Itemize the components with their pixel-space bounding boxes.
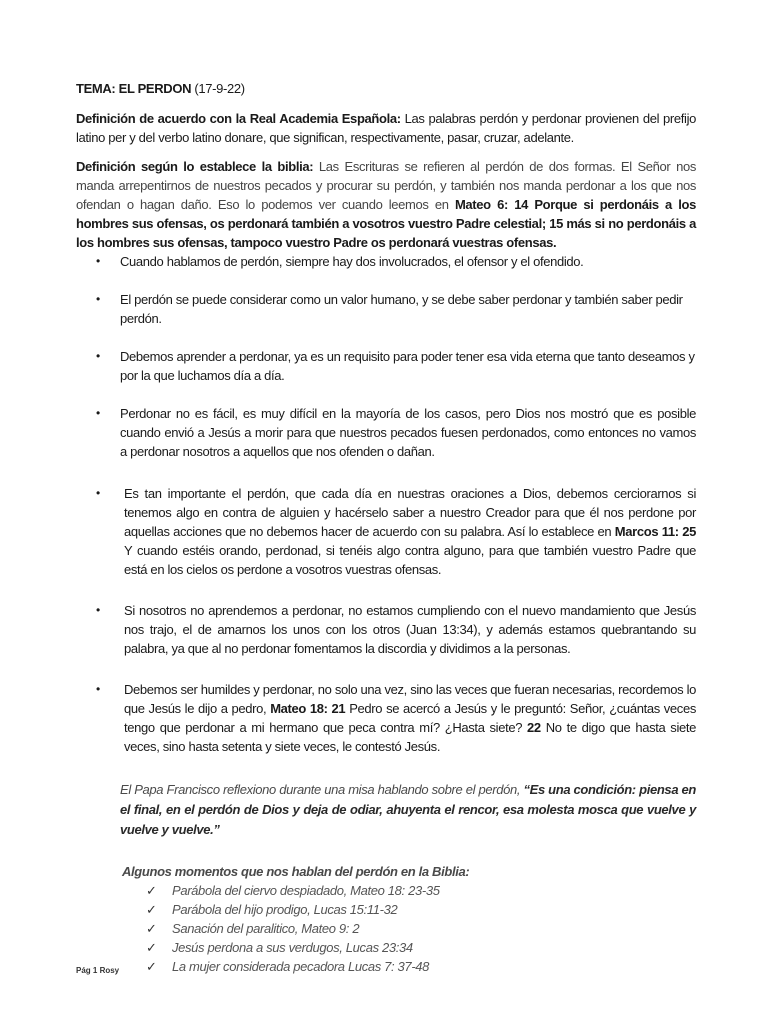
- moment-text: Sanación del paralitico, Mateo 9: 2: [172, 921, 360, 936]
- title-label: TEMA: EL PERDON: [76, 81, 192, 96]
- bullet-text: Cuando hablamos de perdón, siempre hay dos involucrados, el ofensor y el ofendido.: [120, 254, 584, 269]
- bullet-text: Si nosotros no aprendemos a perdonar, no estamos cumpliendo con el nuevo mandamiento que Jesús nos trajo, el de amarnos los unos con los otros (Juan 13:34), y además estamos quebrantando su palabra, ya que al no perdonar fomentamos la discordia y dividimos a la personas.: [124, 603, 696, 656]
- definition-bible-text-3: más si no perdonáis a los hombres sus ofensas, tampoco vuestro Padre os perdonará vuestras ofensas.: [76, 216, 696, 250]
- moment-item: [76, 900, 696, 919]
- quote-text: “Es una condición: piensa en el final, en el perdón de Dios y deja de odiar, ahuyenta el rencor, esa molesta mosca que vuelve y vuelve y vuelve.”: [120, 782, 697, 837]
- definition-bible-ref-2: 15: [549, 216, 563, 231]
- definition-bible-ref: Mateo 6: 14: [454, 197, 529, 212]
- bullet-ref-2: 22: [527, 720, 541, 735]
- moments-heading: Algunos momentos que nos hablan del perdón en la Biblia:: [122, 864, 470, 879]
- page-footer: Pág 1 Rosy: [76, 966, 120, 975]
- bullet-text-1: Debemos ser humildes y perdonar, no solo una vez, sino las veces que fueran necesarias, recordemos lo que Jesús le dijo a pedro,: [124, 682, 696, 716]
- moment-item: [76, 919, 696, 938]
- bullet-item: [76, 252, 696, 271]
- moment-text: Jesús perdona a sus verdugos, Lucas 23:34: [172, 940, 413, 955]
- bullet-text-1: Es tan importante el perdón, que cada día en nuestras oraciones a Dios, debemos cerciorarnos si tenemos algo en contra de alguien y hacérselo saber a nuestro Creador para que él nos perdone por aquellas acciones que no debemos hacer de acuerdo con su palabra. Así lo establece en: [124, 486, 696, 539]
- check-icon: ✓: [146, 883, 157, 898]
- moment-item: [76, 938, 696, 957]
- bullet-item: [76, 484, 696, 579]
- check-icon: ✓: [146, 940, 157, 955]
- document-body: [76, 79, 696, 976]
- definition-bible: [76, 157, 696, 252]
- bullet-item: [76, 347, 696, 385]
- bullet-item: [76, 601, 696, 658]
- moment-item: [76, 881, 696, 900]
- bullet-item: [76, 680, 696, 756]
- bullet-text-2: Pedro se acercó a Jesús y le preguntó: Señor, ¿cuántas veces tengo que perdonar a mi hermano que peca contra mí? ¿Hasta siete?: [124, 701, 696, 735]
- bullet-ref: Marcos 11: 25: [614, 524, 696, 539]
- definition-rae: [76, 109, 696, 147]
- check-icon: ✓: [146, 902, 157, 917]
- bullet-text-2: Y cuando estéis orando, perdonad, si tenéis algo contra alguno, para que también vuestro Padre que está en los cielos os perdone a vosotros vuestras ofensas.: [124, 543, 696, 577]
- bullet-text: Perdonar no es fácil, es muy difícil en la mayoría de los casos, pero Dios nos mostró que es posible cuando envió a Jesús a morir para que nuestros pecados fuesen perdonados, como entonces no vamos a perdonar nosotros a aquellos que nos ofenden o dañan.: [120, 406, 696, 459]
- definition-bible-text-2: Porque si perdonáis a los hombres sus ofensas, os perdonará también a vosotros vuestro Padre celestial;: [76, 197, 696, 231]
- bullet-item: [76, 290, 696, 328]
- moment-text: Parábola del hijo prodigo, Lucas 15:11-32: [172, 902, 398, 917]
- bullet-text: Debemos aprender a perdonar, ya es un requisito para poder tener esa vida eterna que tanto deseamos y por la que luchamos día a día.: [120, 349, 695, 383]
- definition-rae-text: Las palabras perdón y perdonar provienen del prefijo latino per y del verbo latino donare, que significan, respectivamente, pasar, cruzar, adelante.: [76, 111, 696, 145]
- definition-rae-label: Definición de acuerdo con la Real Academia Española:: [76, 111, 401, 126]
- bullet-text: El perdón se puede considerar como un valor humano, y se debe saber perdonar y también saber pedir perdón.: [120, 292, 683, 326]
- pope-quote: [120, 780, 696, 840]
- quote-intro: El Papa Francisco reflexiono durante una misa hablando sobre el perdón,: [120, 782, 524, 797]
- bullet-ref: Mateo 18: 21: [270, 701, 346, 716]
- moment-text: La mujer considerada pecadora Lucas 7: 37-48: [172, 959, 430, 974]
- moment-text: Parábola del ciervo despiadado, Mateo 18: 23-35: [172, 883, 440, 898]
- page-title: [76, 79, 696, 98]
- bullet-list: [76, 252, 696, 756]
- bullet-item: [76, 404, 696, 461]
- moments-list: [76, 881, 696, 976]
- definition-bible-label: Definición según lo establece la biblia:: [76, 159, 314, 174]
- definition-bible-text-1: Las Escrituras se refieren al perdón de dos formas. El Señor nos manda arrepentirnos de nuestros pecados y procurar su perdón, y también nos manda perdonar a los que nos ofendan o hagan daño. Eso lo podemos ver cuando leemos en: [76, 159, 696, 212]
- bullet-text-3: No te digo que hasta siete veces, sino hasta setenta y siete veces, le contestó Jesús.: [124, 720, 697, 754]
- check-icon: ✓: [146, 959, 157, 974]
- moment-item: [76, 957, 696, 976]
- title-date: (17-9-22): [191, 81, 245, 96]
- check-icon: ✓: [146, 921, 157, 936]
